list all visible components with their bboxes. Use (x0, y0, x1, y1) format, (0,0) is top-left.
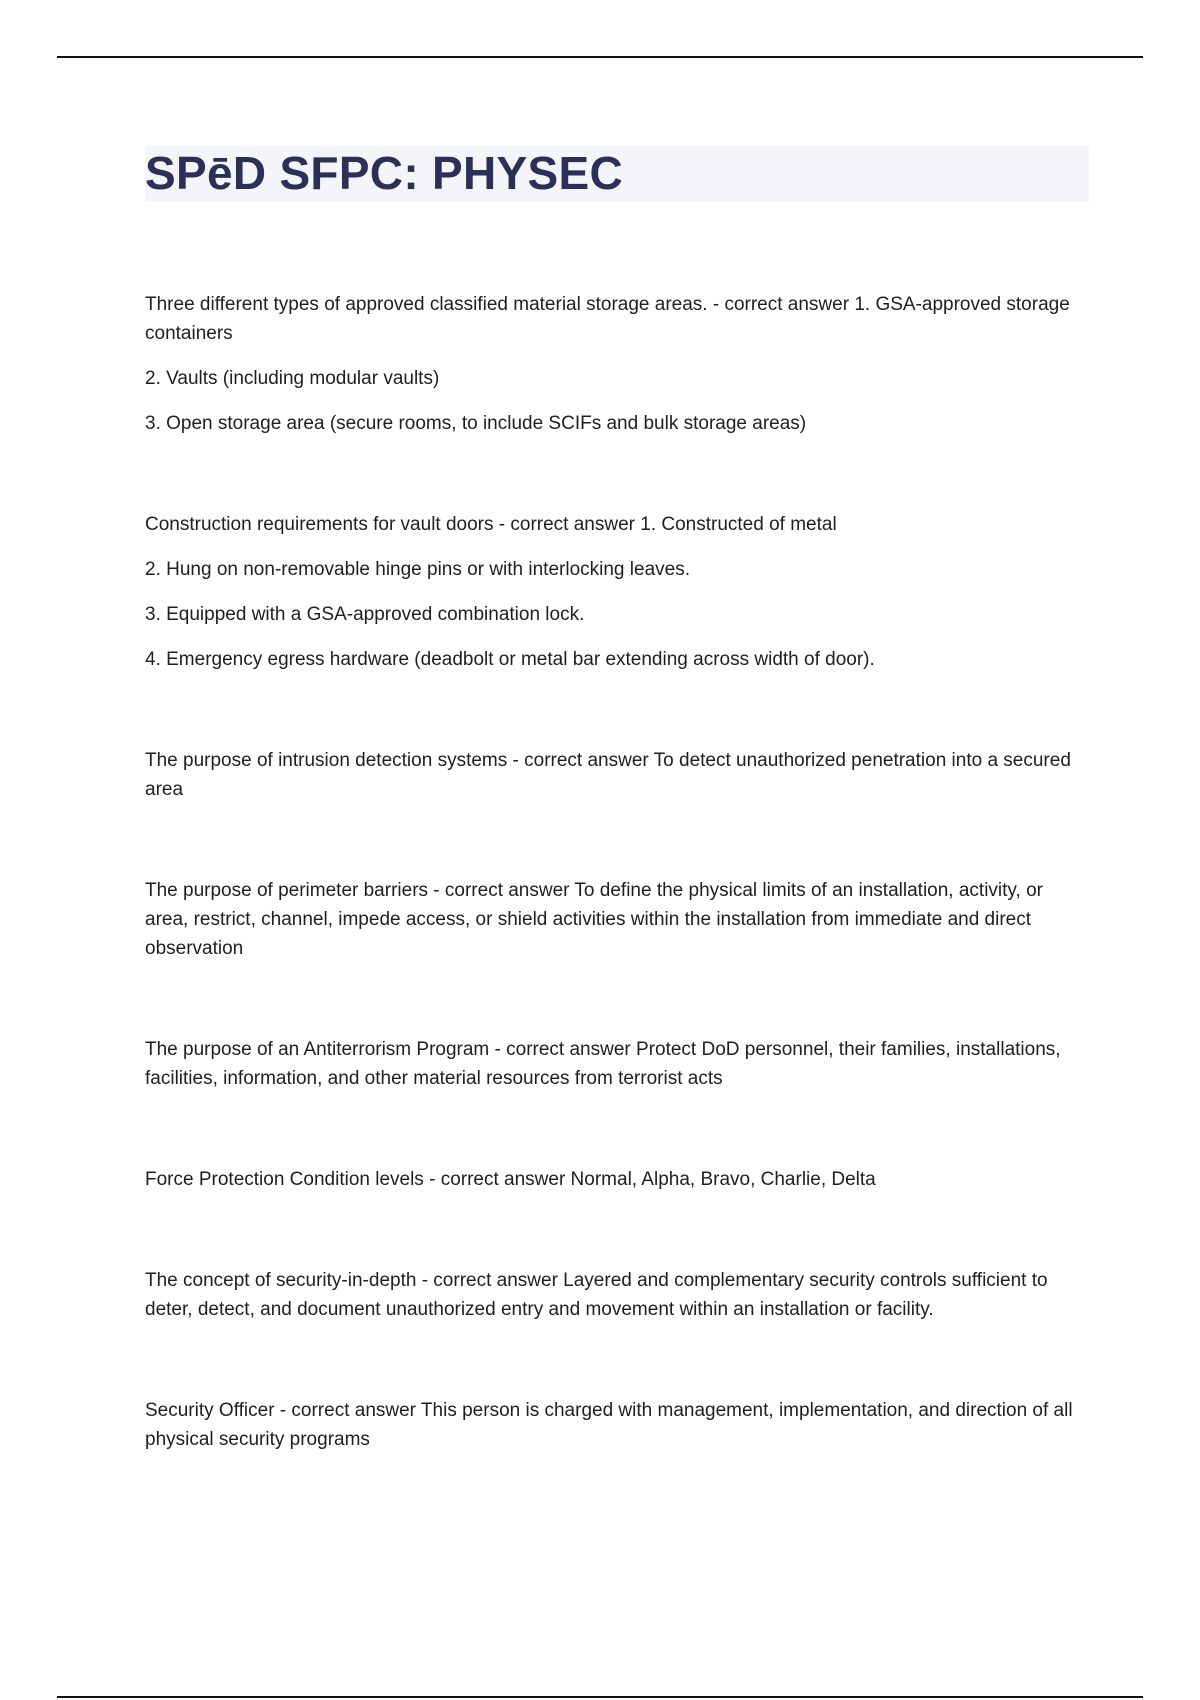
qa-paragraph: 3. Open storage area (secure rooms, to include SCIFs and bulk storage areas) (145, 413, 807, 434)
qa-entry (145, 1396, 1075, 1454)
qa-paragraph: Construction requirements for vault doors - correct answer 1. Constructed of metal (145, 514, 837, 535)
qa-entry (145, 1035, 1075, 1093)
qa-paragraph: The purpose of perimeter barriers - correct answer To define the physical limits of an installation, activity, or area, restrict, channel, impede access, or shield activities within the installation from immediate and direct observation (145, 880, 1043, 959)
qa-entry (145, 876, 1075, 963)
qa-paragraph: 3. Equipped with a GSA-approved combination lock. (145, 604, 585, 625)
qa-paragraph: 2. Vaults (including modular vaults) (145, 368, 440, 389)
qa-paragraph: Security Officer - correct answer This person is charged with management, implementation, and direction of all physical security programs (145, 1400, 1073, 1450)
top-rule (57, 56, 1143, 58)
qa-entry (145, 510, 1075, 674)
qa-paragraph: The purpose of an Antiterrorism Program - correct answer Protect DoD personnel, their families, installations, facilities, information, and other material resources from terrorist acts (145, 1039, 1061, 1089)
qa-paragraph: 4. Emergency egress hardware (deadbolt or metal bar extending across width of door). (145, 649, 875, 670)
bottom-rule (57, 1696, 1143, 1698)
qa-entry (145, 290, 1075, 438)
qa-paragraph: The purpose of intrusion detection systems - correct answer To detect unauthorized penetration into a secured area (145, 750, 1071, 800)
page-title: SPēD SFPC: PHYSEC (145, 147, 623, 199)
qa-entry (145, 1165, 1075, 1194)
qa-paragraph: Three different types of approved classified material storage areas. - correct answer 1. GSA-approved storage containers (145, 294, 1070, 344)
qa-entry (145, 746, 1075, 804)
qa-paragraph: Force Protection Condition levels - correct answer Normal, Alpha, Bravo, Charlie, Delta (145, 1169, 876, 1190)
qa-paragraph: 2. Hung on non-removable hinge pins or with interlocking leaves. (145, 559, 690, 580)
document-body (145, 290, 1075, 1526)
qa-entry (145, 1266, 1075, 1324)
qa-paragraph: The concept of security-in-depth - correct answer Layered and complementary security controls sufficient to deter, detect, and document unauthorized entry and movement within an installation or facility. (145, 1270, 1048, 1320)
